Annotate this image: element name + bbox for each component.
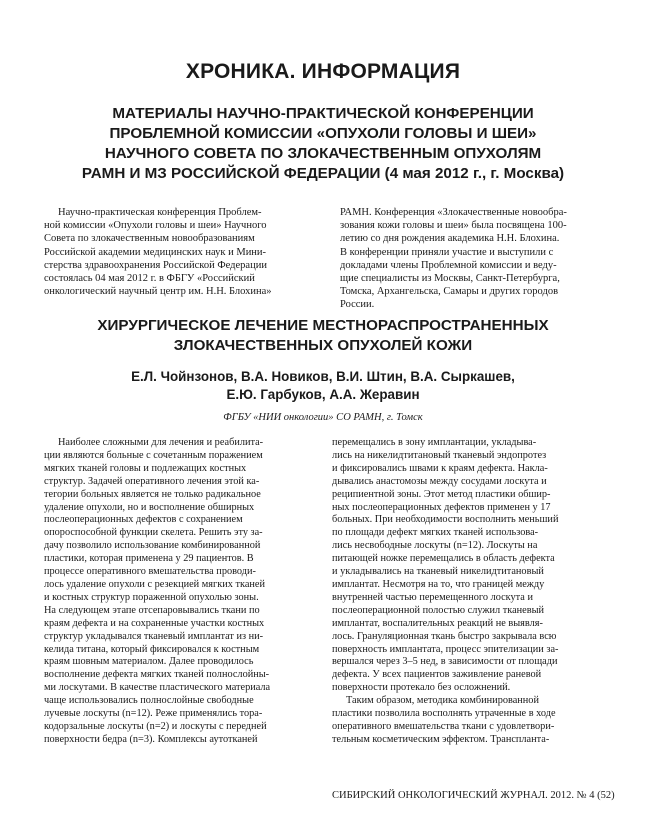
body-paragraph	[332, 695, 604, 747]
intro-left-column	[44, 206, 306, 298]
text-line: Таким образом, методика комбинированной	[346, 695, 539, 707]
text-line: щие специалисты из Москвы, Санкт-Петербурга,	[340, 273, 560, 285]
text-line: поверхность имплантата, процесс эпителизации за-	[332, 643, 559, 655]
text-line: пластики, которая применена у 29 пациентов. В	[44, 553, 254, 565]
text-line: кодорзальные лоскуты (n=2) и лоскуты с передней	[44, 720, 267, 732]
text-line: опороспособной функции скелета. Решить эту за-	[44, 527, 263, 539]
text-line: онкологический научный центр им. Н.Н. Блохина»	[44, 286, 272, 298]
text-line: питающей ножке перемещались в область дефекта	[332, 553, 555, 565]
text-line: докладами члены Проблемной комиссии и веду-	[340, 259, 557, 271]
text-line: В конференции приняли участие и выступили с	[340, 246, 554, 258]
body-paragraph-continued	[332, 437, 604, 695]
text-line: На следующем этапе отсепаровывались ткани по	[44, 604, 260, 616]
text-line: реципиентной зоны. Этот метод пластики обшир-	[332, 488, 551, 500]
text-line: РАМН. Конференция «Злокачественные новообра-	[340, 207, 567, 218]
text-line: стерства здравоохранения Российской Федерации	[44, 259, 267, 271]
text-line: имплантат. Несмотря на то, что границей между	[332, 578, 545, 590]
text-line: и костных структур пораженной опухолью зоны.	[44, 591, 259, 603]
text-line: Российской академии медицинских наук и Мини-	[44, 246, 267, 258]
author-line: Е.Ю. Гарбуков, А.А. Жеравин	[226, 387, 420, 402]
authors	[20, 368, 626, 404]
text-line: состоялась 04 мая 2012 г. в ФБГУ «Российский	[44, 273, 255, 285]
text-line: больных. При необходимости восполнить меньший	[332, 514, 559, 526]
text-line: и фиксировались швами к краям дефекта. Накла-	[332, 462, 548, 474]
text-line: послеоперационной полостью служил тканевый	[332, 604, 545, 616]
text-line: имплантат, воспалительных реакций не выявля-	[332, 617, 543, 629]
text-line: краям дефекта и на сохраненные участки костных	[44, 617, 265, 629]
text-line: процессе оперативного вмешательства проводи-	[44, 566, 256, 578]
affiliation: ФГБУ «НИИ онкологии» СО РАМН, г. Томск	[223, 412, 423, 423]
text-line: тельным косметическим эффектом. Транспланта-	[332, 733, 550, 745]
article-title-line: ХИРУРГИЧЕСКОЕ ЛЕЧЕНИЕ МЕСТНОРАСПРОСТРАНЕННЫХ	[97, 317, 549, 334]
text-line: пластики позволила восполнять утраченные в ходе	[332, 708, 556, 720]
text-line: ных послеоперационных дефектов применен у 17	[332, 501, 551, 513]
text-line: ми лоскутами. В качестве пластического материала	[44, 682, 271, 694]
text-line: дывались анастомозы между сосудами лоскута и	[332, 475, 547, 487]
article-title	[20, 316, 626, 356]
conference-title-line: НАУЧНОГО СОВЕТА ПО ЗЛОКАЧЕСТВЕННЫМ ОПУХОЛЯМ	[104, 145, 542, 162]
text-line: по площади дефект мягких тканей использова-	[332, 527, 539, 539]
text-line: структур. Задачей оперативного лечения этой ка-	[44, 475, 260, 487]
conference-title-line: РАМН И МЗ РОССИЙСКОЙ ФЕДЕРАЦИИ (4 мая 2012 г., г. Москва)	[81, 165, 565, 182]
text-line: Совета по злокачественным новообразованиям	[44, 233, 255, 245]
text-line: келида титана, который фиксировался к костным	[44, 643, 260, 655]
section-heading: ХРОНИКА. ИНФОРМАЦИЯ	[185, 60, 461, 83]
text-line: чаще использовались полнослойные свободные	[44, 695, 254, 707]
article-title-line: ЗЛОКАЧЕСТВЕННЫХ ОПУХОЛЕЙ КОЖИ	[173, 337, 473, 354]
text-line: и укладывались на тканевый никелидтитановый	[332, 566, 544, 578]
text-line: Научно-практическая конференция Проблем-	[58, 207, 262, 218]
conference-title	[40, 104, 606, 184]
text-line: лучевые лоскуты (n=12). Реже применялись тора-	[44, 708, 263, 720]
text-line: вершался через 3–5 нед, в зависимости от площади	[332, 656, 558, 668]
text-line: мягких тканей головы и подлежащих костных	[44, 462, 247, 474]
text-line: лось. Грануляционная ткань быстро закрывала всю	[332, 630, 557, 642]
text-line: летию со дня рождения академика Н.Н. Блохина.	[340, 233, 560, 245]
body-left-column	[44, 437, 306, 747]
conference-title-line: ПРОБЛЕМНОЙ КОМИССИИ «ОПУХОЛИ ГОЛОВЫ И ШЕИ»	[109, 125, 537, 142]
text-line: дефекта. У всех пациентов заживление раневой	[332, 669, 542, 681]
text-line: дачу позволило использование комбинированной	[44, 540, 261, 552]
text-line: лось удаление опухоли с резекцией мягких тканей	[44, 578, 265, 590]
text-line: удаление опухоли, но и восполнение обширных	[44, 501, 255, 513]
text-line: внутренней частью перемещенного лоскута и	[332, 591, 533, 603]
text-line: послеоперационных дефектов с сохранением	[44, 514, 243, 526]
text-line: поверхности бедра (n=3). Комплексы аутотканей	[44, 733, 258, 745]
text-line: Томска, Архангельска, Самары и других городов	[340, 286, 559, 298]
text-line: ной комиссии «Опухоли головы и шеи» Научного	[44, 220, 267, 232]
intro-paragraph	[44, 206, 306, 298]
text-line: России.	[340, 299, 375, 311]
conference-title-line: МАТЕРИАЛЫ НАУЧНО-ПРАКТИЧЕСКОЙ КОНФЕРЕНЦИИ	[112, 105, 534, 122]
text-line: структур укладывался тканевый имплантат из ни-	[44, 630, 264, 642]
text-line: краям шовным материалом. Далее проводилось	[44, 656, 254, 668]
text-line: поверхности протекало без осложнений.	[332, 682, 511, 694]
text-line: лись на никелидтитановый тканевый эндопротез	[332, 449, 547, 461]
intro-paragraph-continued	[340, 206, 604, 312]
author-line: Е.Л. Чойнзонов, В.А. Новиков, В.И. Штин, В.А. Сыркашев,	[131, 369, 515, 384]
text-line: оперативного вмешательства ткани с удовлетвори-	[332, 720, 555, 732]
text-line: зования кожи головы и шеи» была посвящена 100-	[340, 220, 567, 232]
text-line: ции являются больные с сочетанным поражением	[44, 449, 263, 461]
text-line: восполнение дефекта мягких тканей полнослойны-	[44, 669, 270, 681]
intro-right-column	[340, 206, 604, 312]
text-line: тегории больных является не только радикальное	[44, 488, 261, 500]
body-right-column	[332, 437, 604, 747]
text-line: Наиболее сложными для лечения и реабилита-	[58, 437, 264, 448]
text-line: лись несвободные лоскуты (n=12). Лоскуты на	[332, 540, 538, 552]
text-line: перемещались в зону имплантации, укладыва-	[332, 437, 537, 448]
journal-footer: СИБИРСКИЙ ОНКОЛОГИЧЕСКИЙ ЖУРНАЛ. 2012. № 4 (52)	[332, 790, 615, 801]
body-paragraph	[44, 437, 306, 747]
